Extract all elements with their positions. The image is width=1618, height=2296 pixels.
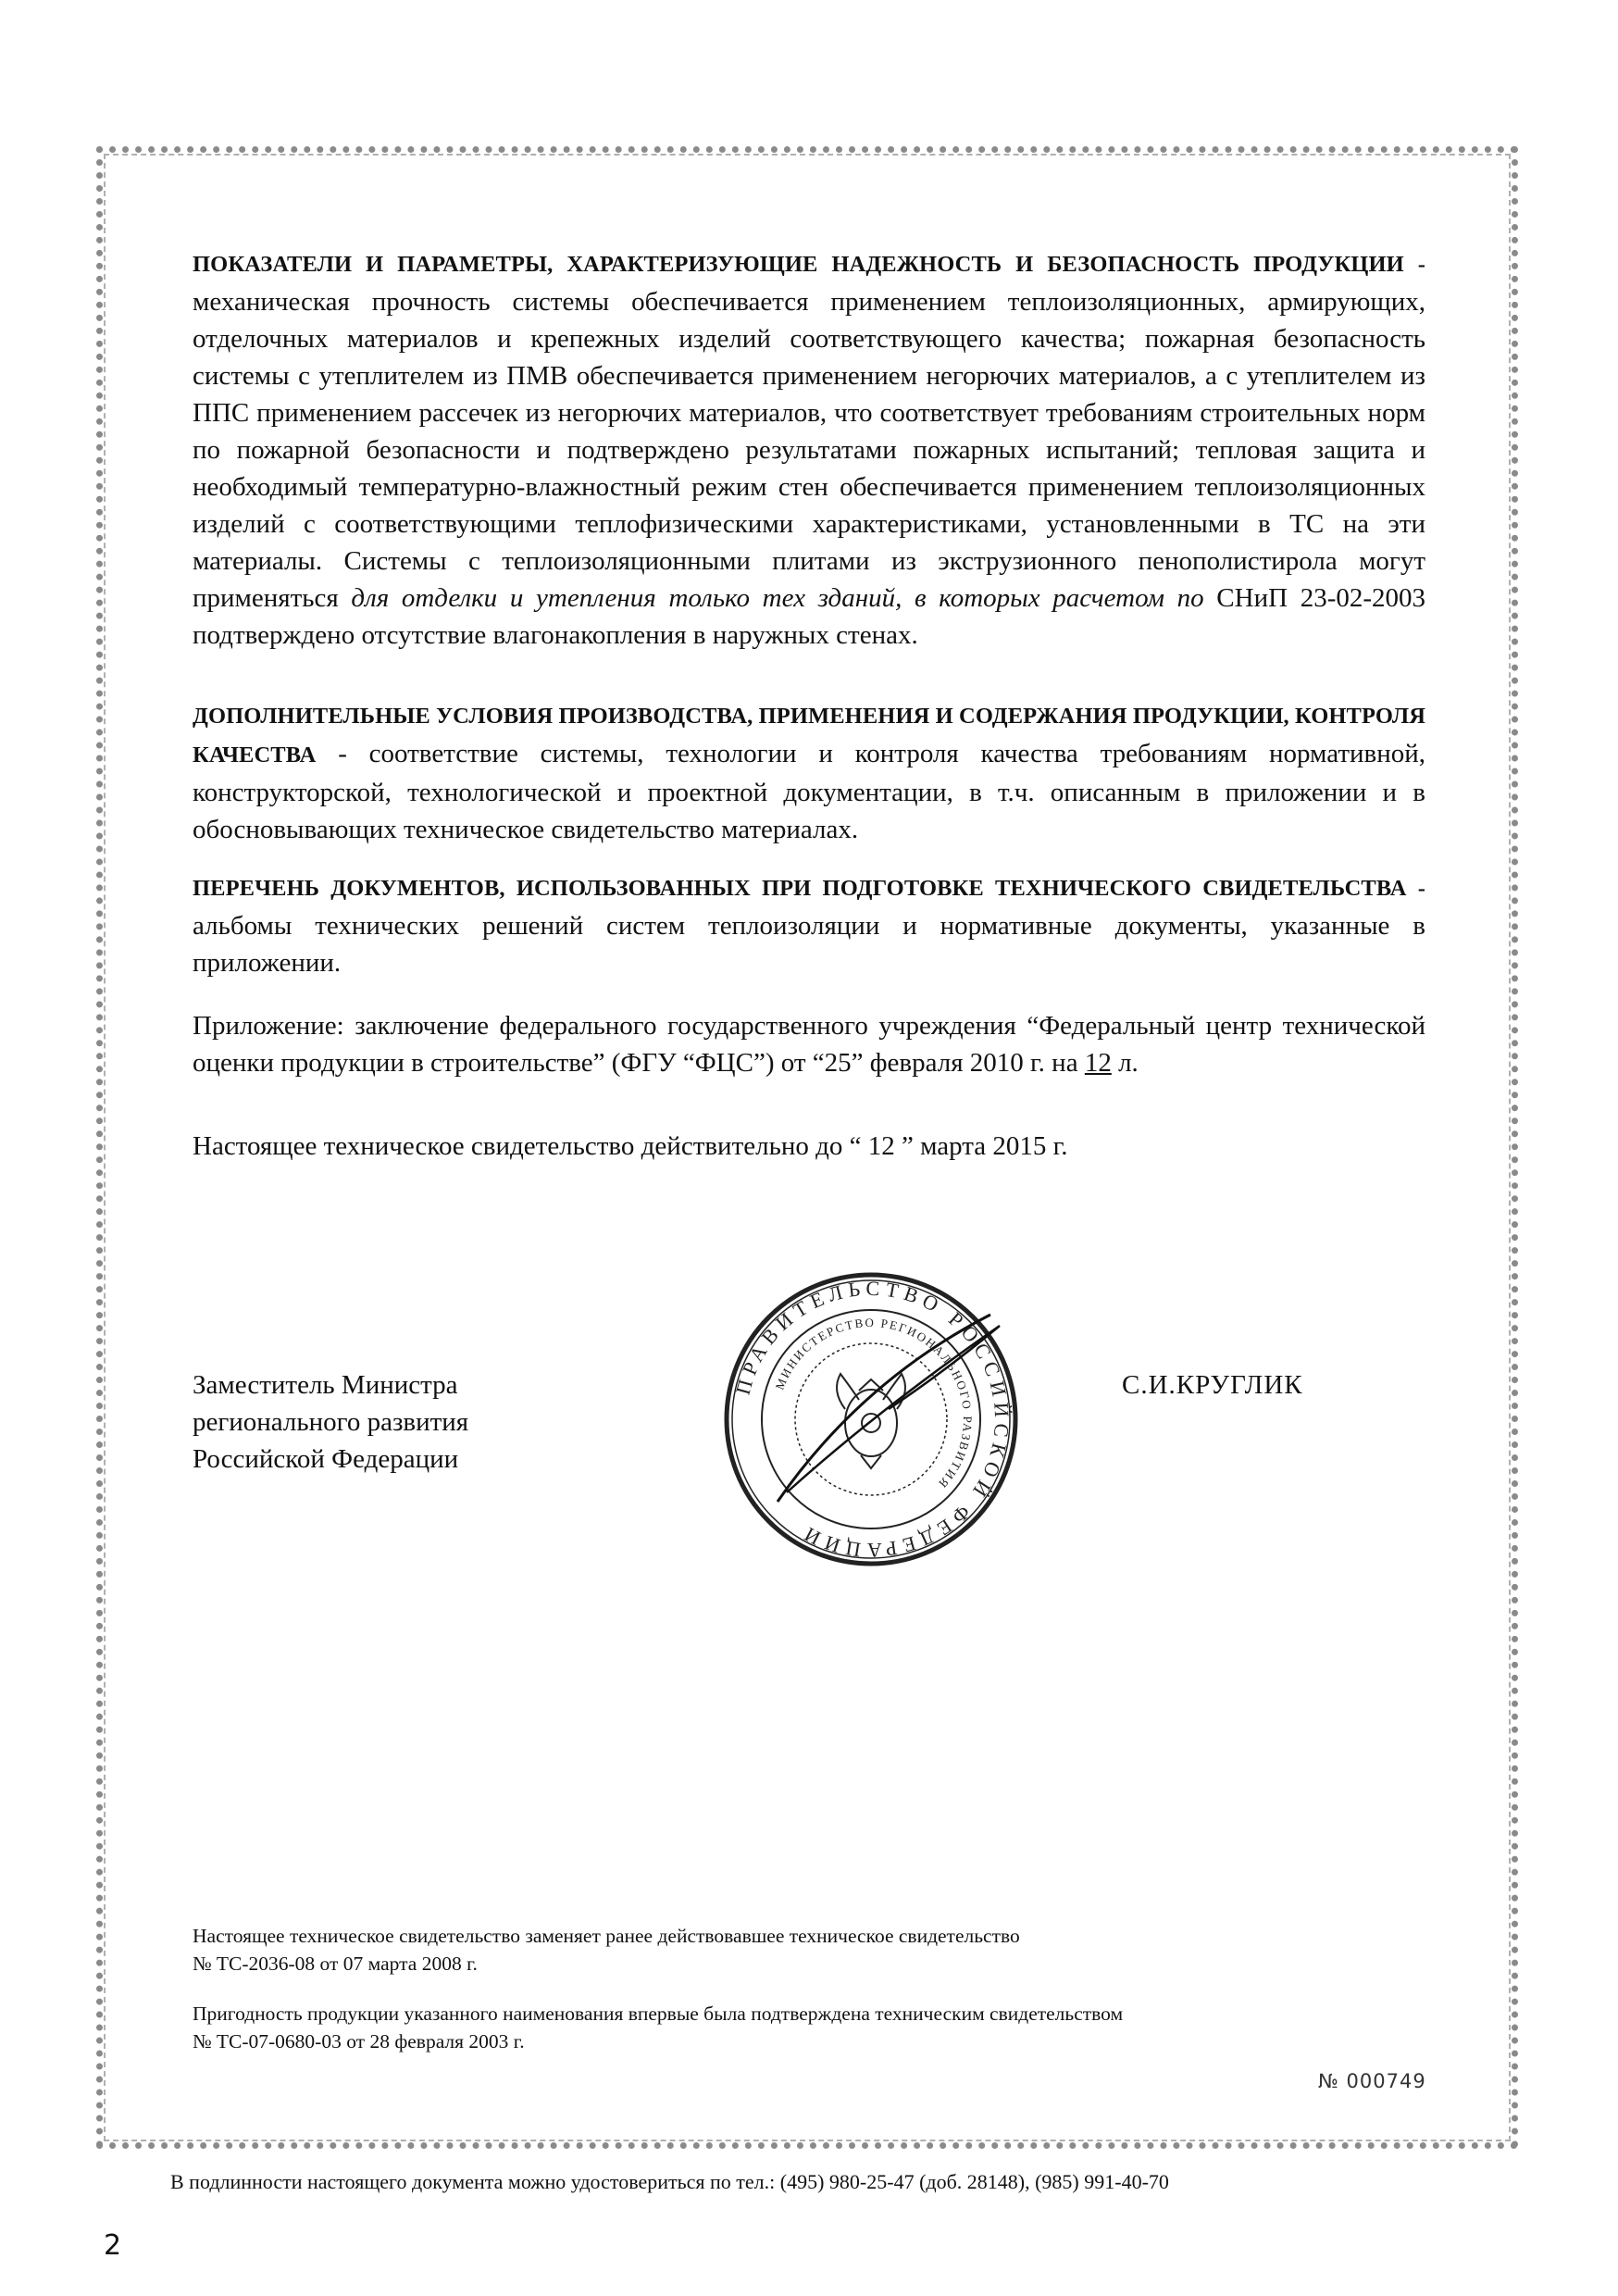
signatory-position [193,1366,468,1478]
first-confirmation-line-2: № ТС-07-0680-03 от 28 февраля 2003 г. [193,2030,525,2053]
appendix [193,1007,1425,1081]
section-documents-text [193,868,1425,981]
page-number: 2 [104,2229,122,2262]
appendix-description: Приложение: заключение федерального государственного учреждения “Федеральный центр технической оценки продукции в строительстве” (ФГУ “ФЦС”) от “25” февраля 2010 г. на [193,1011,1425,1078]
signatory-position-line-2: регионального развития [193,1407,469,1437]
seal-outer-text: ПРАВИТЕЛЬСТВО РОССИЙСКОЙ ФЕДЕРАЦИИ [730,1276,1014,1563]
signatory-position-line-3: Российской Федерации [193,1444,459,1474]
section-documents [193,868,1425,981]
section-conditions-body: - соответствие системы, технологии и контроля качества требованиям нормативной, конструкторской, технологической и проектной документации, в т.ч. описанным в приложении и в обосновывающих техническое свидетельство материалах. [193,739,1425,844]
replaces-note-line-2: № ТС-2036-08 от 07 марта 2008 г. [193,1953,478,1975]
section-documents-heading: ПЕРЕЧЕНЬ ДОКУМЕНТОВ, ИСПОЛЬЗОВАННЫХ ПРИ ПОДГОТОВКЕ ТЕХНИЧЕСКОГО СВИДЕТЕЛЬСТВА - [193,876,1425,901]
section-reliability-body: механическая прочность системы обеспечивается применением теплоизоляционных, армирующих, отделочных материалов и крепежных изделий соответствующего качества; пожарная безопасность системы с утеплителем из ПМВ обеспечивается применением негорючих материалов, а с утеплителем из ППС применением рассечек из негорючих материалов, что соответствует требованиям строительных норм по пожарной безопасности и подтверждено результатами пожарных испытаний; тепловая защита и необходимый температурно-влажностный режим стен обеспечивается применением теплоизоляционных изделий с соответствующими теплофизическими характеристиками, установленными в ТС на эти материалы. Системы с теплоизоляционными плитами из экструзионного пенополистирола могут применяться [193,287,1425,613]
signatory-position-line-1: Заместитель Министра [193,1370,458,1400]
section-conditions-text [193,696,1425,848]
section-reliability-heading: ПОКАЗАТЕЛИ И ПАРАМЕТРЫ, ХАРАКТЕРИЗУЮЩИЕ НАДЕЖНОСТЬ И БЕЗОПАСНОСТЬ ПРОДУКЦИИ - [193,252,1425,277]
official-seal [722,1270,1020,1568]
serial-number: № 000749 [1318,2070,1426,2092]
section-reliability-body-tail: СНиП 23-02-2003 подтверждено отсутствие влагонакопления в наружных стенах. [193,583,1426,650]
validity [193,1128,1425,1165]
section-conditions [193,696,1425,848]
appendix-text [193,1007,1425,1081]
verification-footer: В подлинности настоящего документа можно удостовериться по тел.: (495) 980-25-47 (доб. 28148), (985) 991-40-70 [170,2170,1169,2193]
section-reliability [193,244,1425,654]
first-confirmation-line-1: Пригодность продукции указанного наименования впервые была подтверждена техническим свидетельством [193,2003,1124,2025]
appendix-suffix: л. [1118,1048,1139,1078]
replaces-note-line-1: Настоящее техническое свидетельство заменяет ранее действовавшее техническое свидетельство [193,1925,1020,1947]
section-documents-body: альбомы технических решений систем теплоизоляции и нормативные документы, указанные в приложении. [193,911,1425,978]
seal-inner-ring [795,1343,947,1495]
section-reliability-body-italic: для отделки и утепления только тех зданий, в которых расчетом по [351,583,1204,613]
section-reliability-text [193,244,1425,654]
appendix-pages: 12 [1084,1048,1112,1078]
validity-text: Настоящее техническое свидетельство действительно до “ 12 ” марта 2015 г. [193,1131,1068,1161]
seal-inner-text: МИНИСТЕРСТВО РЕГИОНАЛЬНОГО РАЗВИТИЯ [772,1315,976,1492]
first-confirmation-note [193,2000,1123,2055]
replaces-note [193,1922,1020,1978]
section-conditions-heading: ДОПОЛНИТЕЛЬНЫЕ УСЛОВИЯ ПРОИЗВОДСТВА, ПРИМЕНЕНИЯ И СОДЕРЖАНИЯ ПРОДУКЦИИ, КОНТРОЛЯ КАЧЕСТВА [193,704,1425,767]
signatory-name: С.И.КРУГЛИК [1122,1370,1303,1400]
